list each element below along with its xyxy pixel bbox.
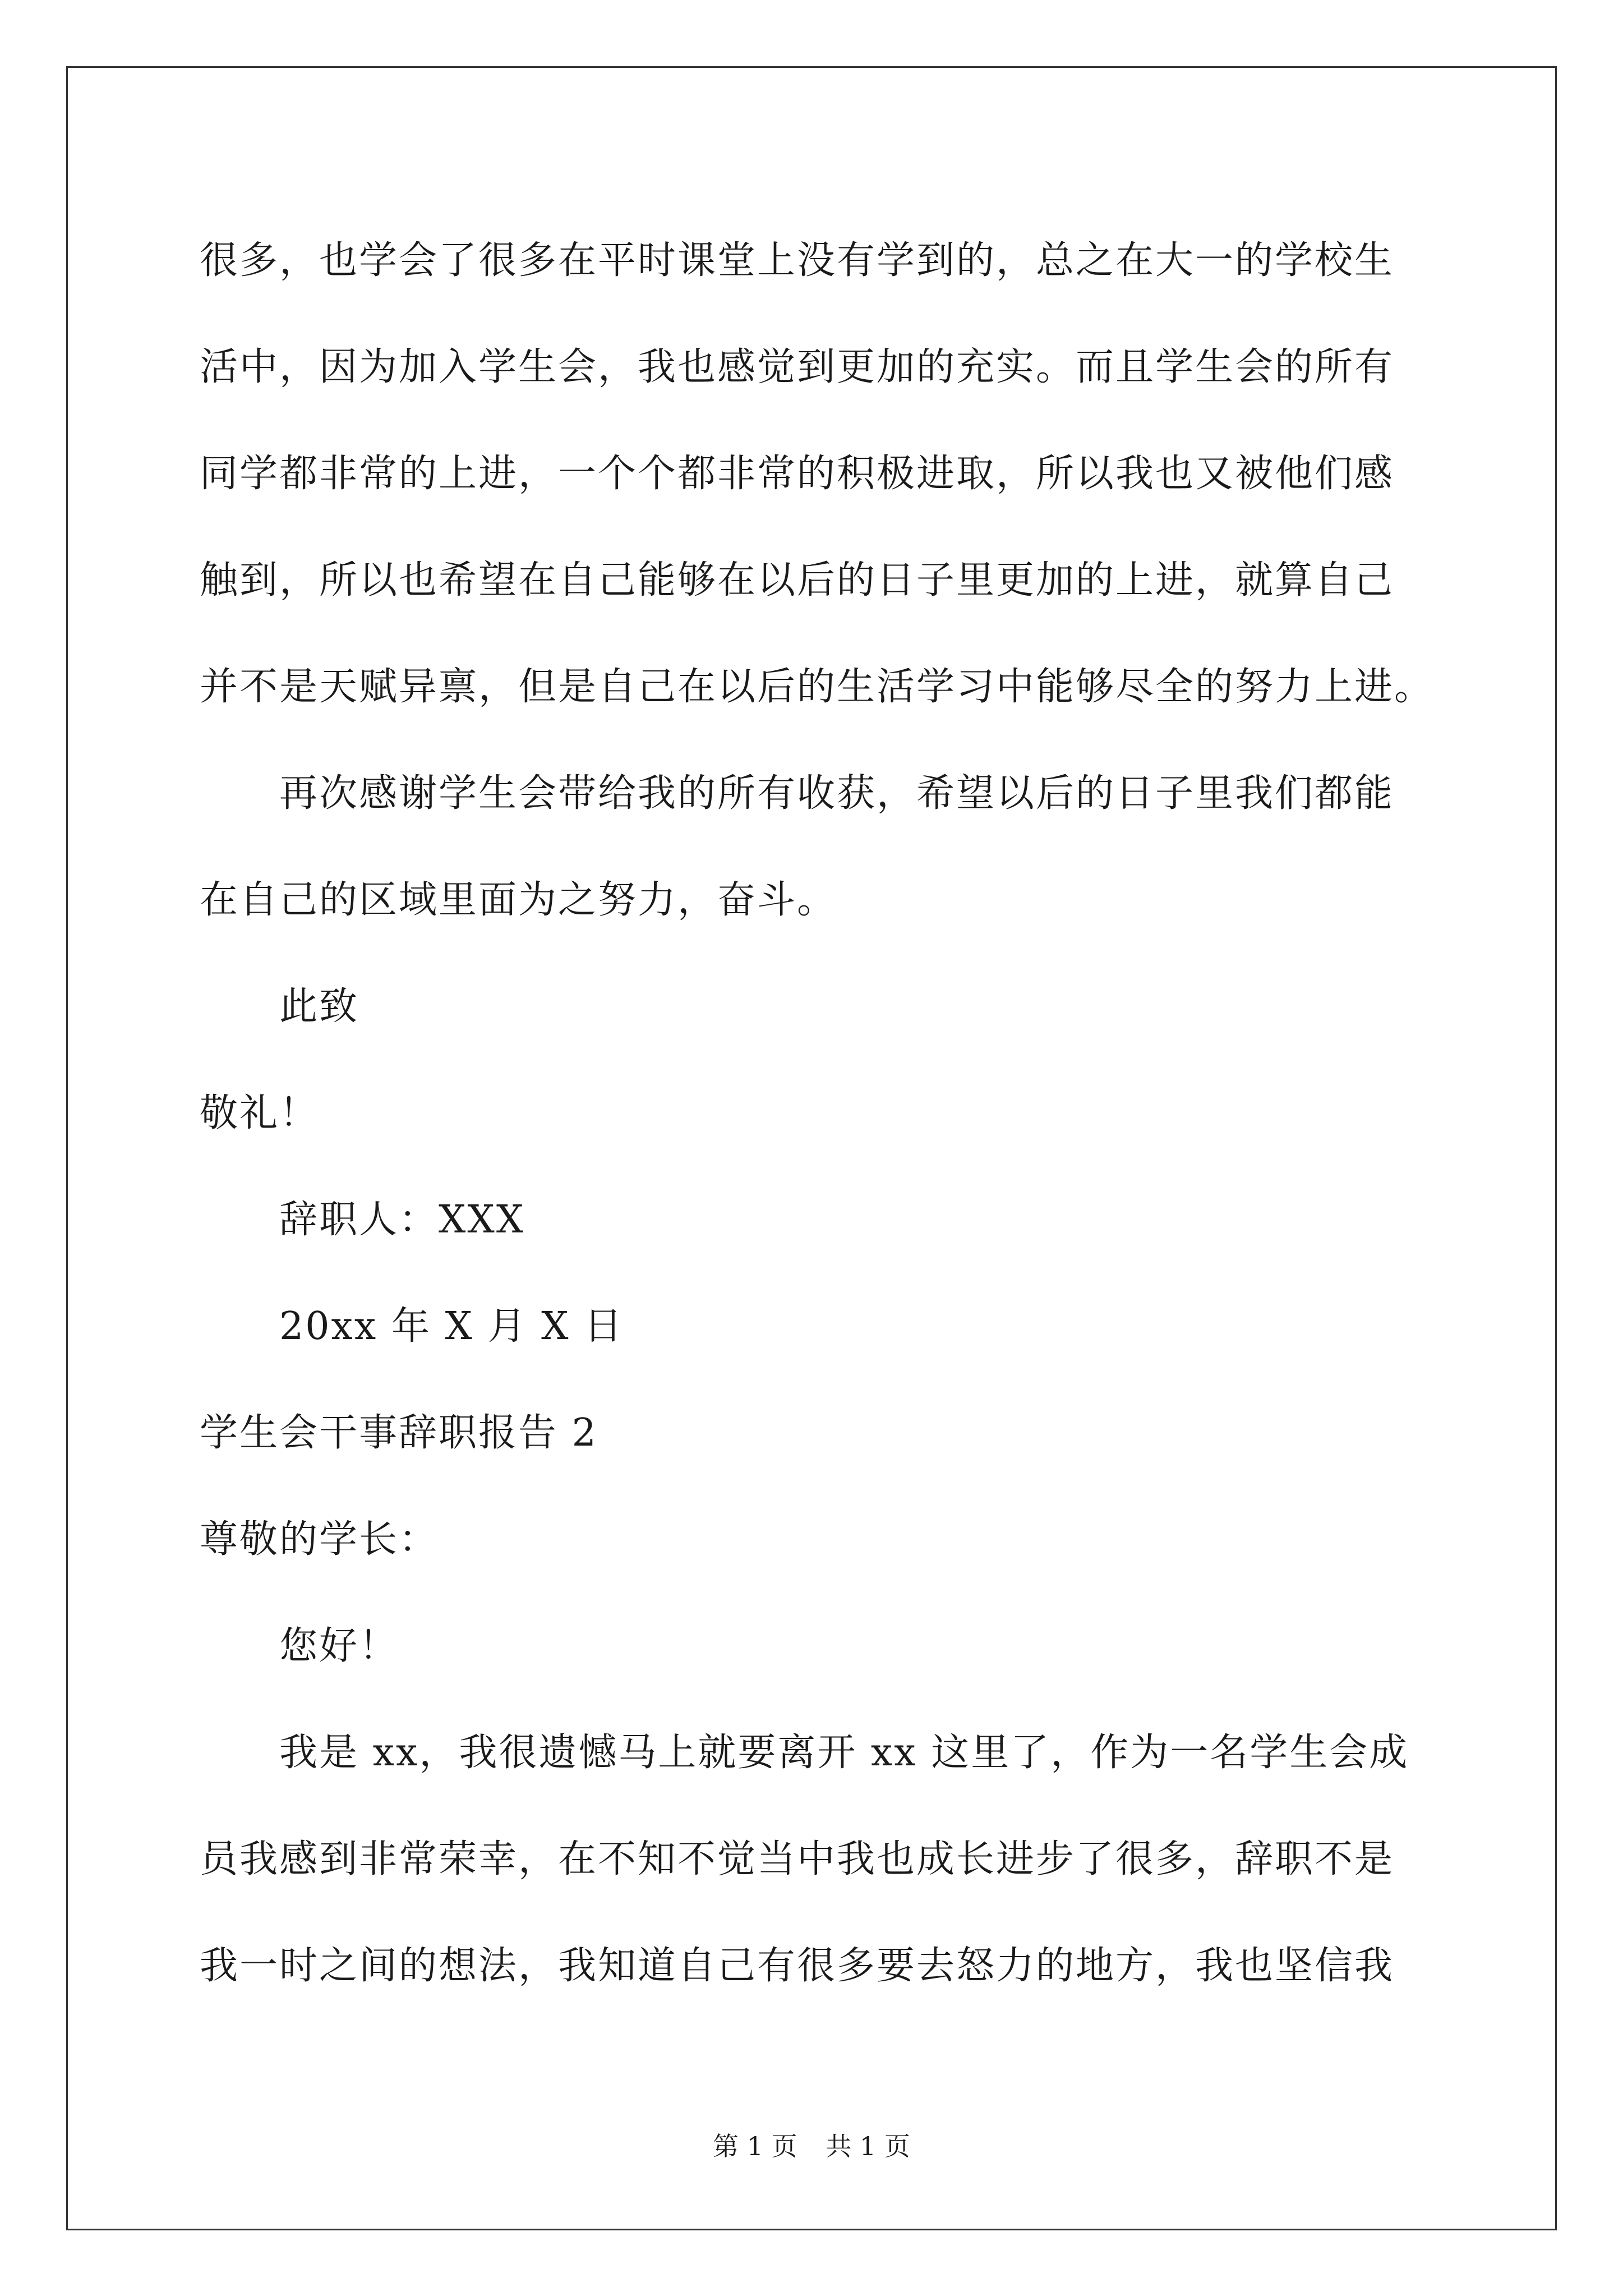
text-line: 同学都非常的上进，一个个都非常的积极进取，所以我也又被他们感 xyxy=(200,452,1395,496)
signature-line: 辞职人：XXX xyxy=(279,1198,525,1242)
greeting-recipient: 尊敬的学长： xyxy=(200,1517,439,1562)
text-line: 我一时之间的想法，我知道自己有很多要去怒力的地方，我也坚信我 xyxy=(200,1944,1395,1988)
text-line: 很多，也学会了很多在平时课堂上没有学到的，总之在大一的学校生 xyxy=(200,238,1395,283)
closing-regards: 敬礼！ xyxy=(200,1091,320,1135)
page-footer xyxy=(0,2126,1623,2163)
closing-salutation: 此致 xyxy=(279,984,359,1029)
page-total: 共 1 页 xyxy=(826,2131,910,2161)
text-line: 并不是天赋异禀，但是自己在以后的生活学习中能够尽全的努力上进。 xyxy=(200,665,1435,709)
document-body xyxy=(200,208,1433,2019)
text-line: 触到，所以也希望在自己能够在以后的日子里更加的上进，就算自己 xyxy=(200,558,1395,602)
text-line: 再次感谢学生会带给我的所有收获，希望以后的日子里我们都能 xyxy=(279,771,1395,816)
date-line: 20xx 年 X 月 X 日 xyxy=(279,1304,624,1349)
text-line: 员我感到非常荣幸，在不知不觉当中我也成长进步了很多，辞职不是 xyxy=(200,1837,1395,1881)
text-line: 活中，因为加入学生会，我也感觉到更加的充实。而且学生会的所有 xyxy=(200,345,1395,389)
section-title: 学生会干事辞职报告 2 xyxy=(200,1411,598,1455)
greeting: 您好！ xyxy=(279,1624,399,1668)
text-line: 在自己的区域里面为之努力，奋斗。 xyxy=(200,878,837,922)
page-number: 第 1 页 xyxy=(713,2131,797,2161)
text-line: 我是 xx，我很遗憾马上就要离开 xx 这里了，作为一名学生会成 xyxy=(279,1731,1409,1775)
